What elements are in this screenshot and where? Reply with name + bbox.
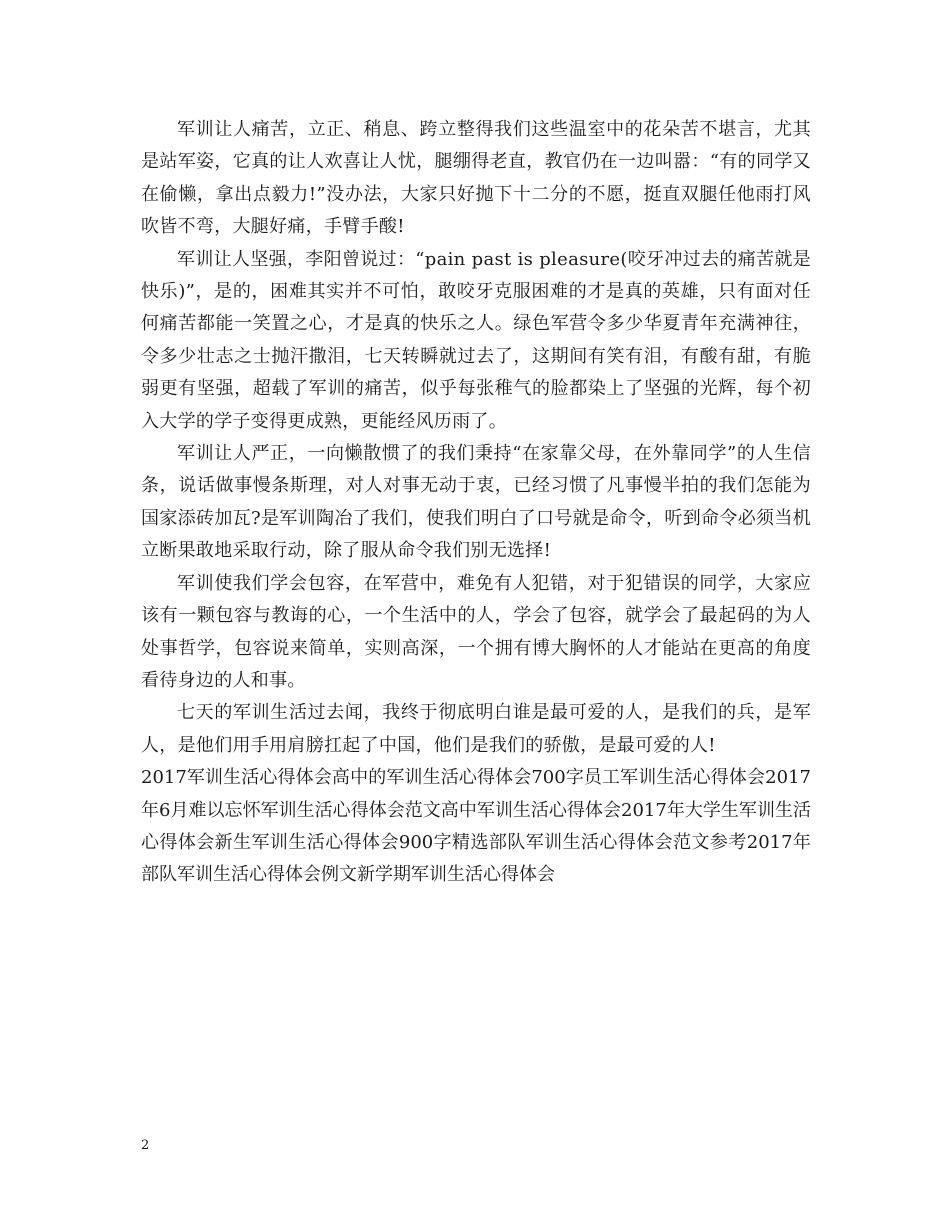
paragraph-strength: 军训让人坚强，李阳曾说过：“pain past is pleasure(咬牙冲过去的痛苦就是快乐)”，是的，困难其实并不可怕，敢咬牙克服困难的才是真的英雄，只有面对任何痛苦都能一笑置之心，才是真的快乐之人。绿色军营令多少华夏青年充满神往，令多少壮志之士抛汗撒泪，七天转瞬就过去了，这期间有笑有泪，有酸有甜，有脆弱更有坚强，超载了军训的痛苦，似乎每张稚气的脸都染上了坚强的光辉，每个初入大学的学子变得更成熟，更能经风历雨了。 [141,248,811,432]
page-number: 2 [141,1138,150,1153]
paragraph-discipline: 军训让人严正，一向懒散惯了的我们秉持“在家靠父母，在外靠同学”的人生信条，说话做事慢条斯理，对人对事无动于衷，已经习惯了凡事慢半拍的我们怎能为国家添砖加瓦?是军训陶冶了我们，使我们明白了口号就是命令，听到命令必须当机立断果敢地采取行动，除了服从命令我们别无选择! [141,443,811,562]
paragraph-conclusion: 七天的军训生活过去闻，我终于彻底明白谁是最可爱的人，是我们的兵，是军人，是他们用手用肩膀扛起了中国，他们是我们的骄傲，是最可爱的人! [141,702,811,756]
paragraph-pain: 军训让人痛苦，立正、稍息、跨立整得我们这些温室中的花朵苦不堪言，尤其是站军姿，它真的让人欢喜让人忧，腿绷得老直，教官仍在一边叫嚣：“有的同学又在偷懒，拿出点毅力!”没办法，大家只好抛下十二分的不愿，挺直双腿任他雨打风吹皆不弯，大腿好痛，手臂手酸! [141,119,811,238]
paragraph-tolerance: 军训使我们学会包容，在军营中，难免有人犯错，对于犯错误的同学，大家应该有一颗包容与教诲的心，一个生活中的人，学会了包容，就学会了最起码的为人处事哲学，包容说来简单，实则高深，一个拥有博大胸怀的人才能站在更高的角度看待身边的人和事。 [141,572,811,691]
document-body [141,114,811,892]
related-articles-text: 2017军训生活心得体会高中的军训生活心得体会700字员工军训生活心得体会2017年6月难以忘怀军训生活心得体会范文高中军训生活心得体会2017年大学生军训生活心得体会新生军训生活心得体会900字精选部队军训生活心得体会范文参考2017年部队军训生活心得体会例文新学期军训生活心得体会 [141,767,811,886]
